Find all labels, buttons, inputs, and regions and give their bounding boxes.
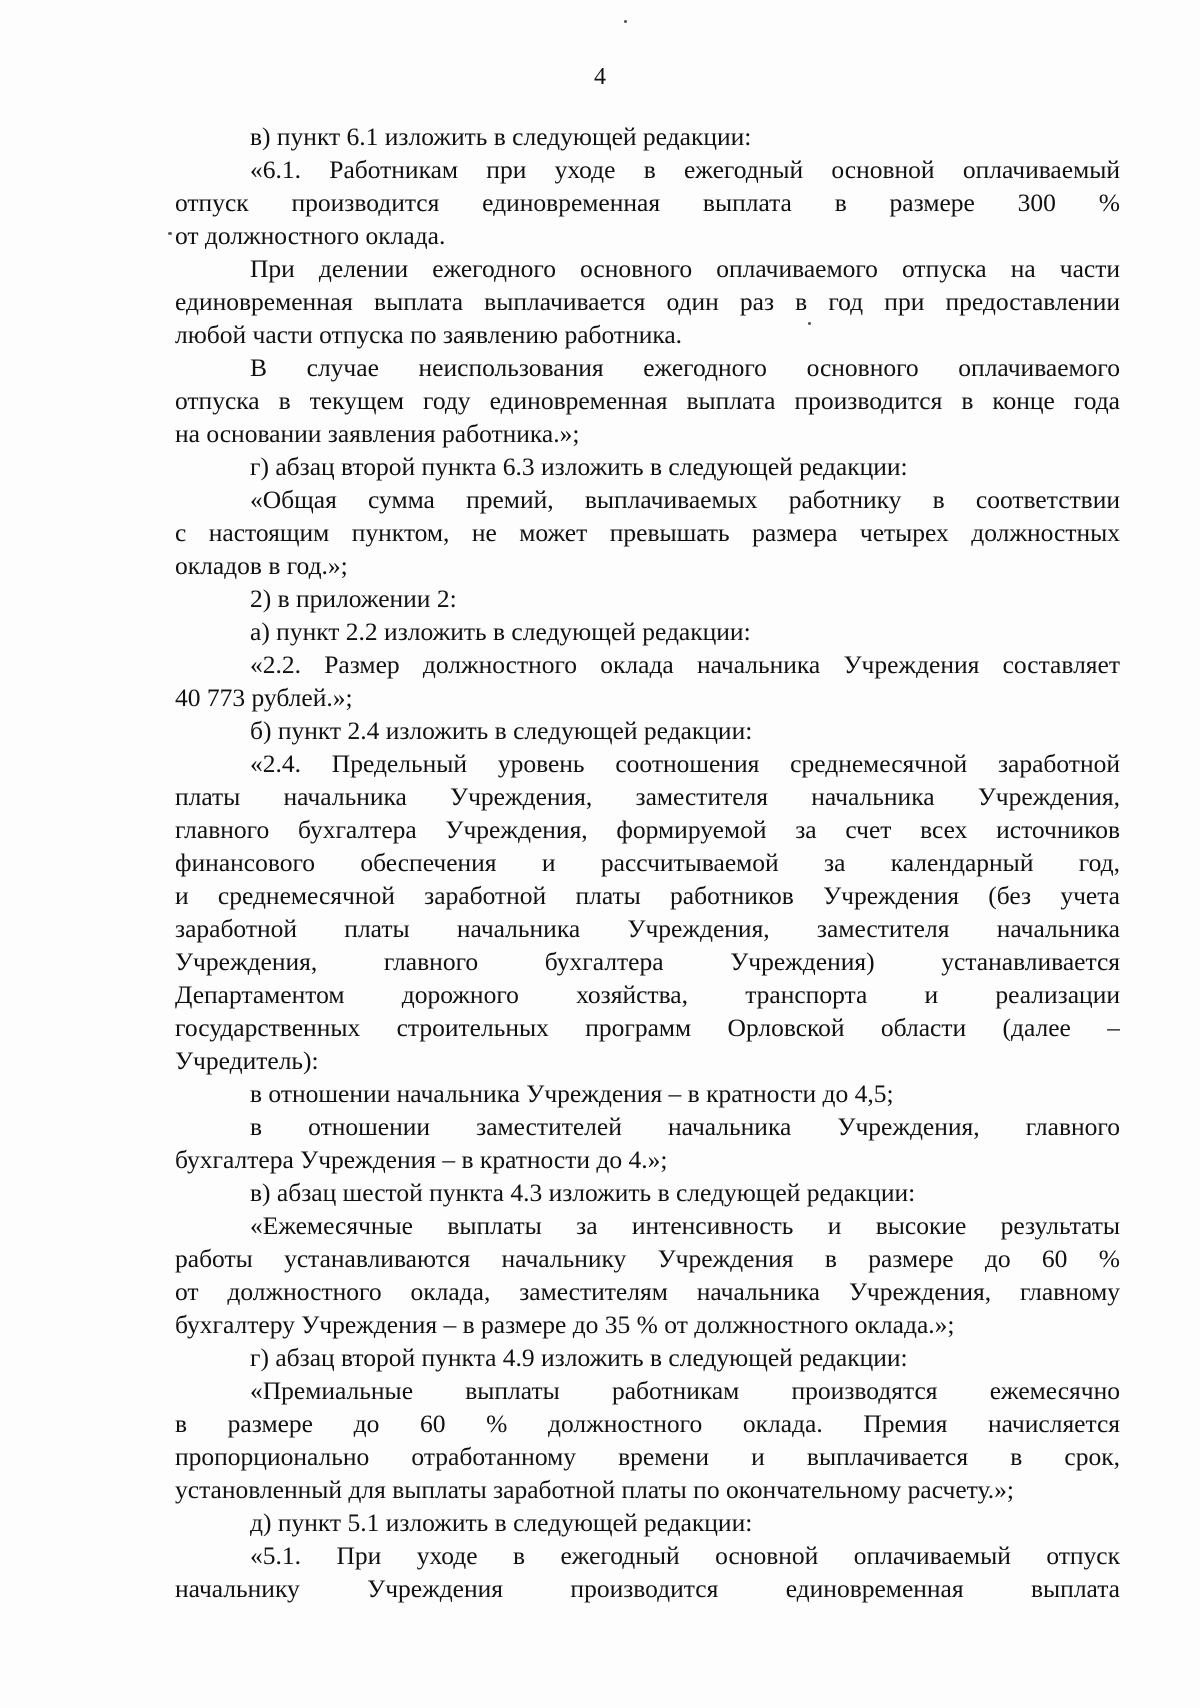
- text-line: Учредитель):: [175, 1046, 319, 1075]
- text-line: д) пункт 5.1 изложить в следующей редакции:: [250, 1508, 753, 1537]
- text-line: «2.2. Размер должностного оклада начальника Учреждения составляет: [250, 650, 1120, 679]
- text-line: начальнику Учреждения производится единовременная выплата: [175, 1574, 1120, 1603]
- text-line: в) пункт 6.1 изложить в следующей редакции:: [250, 122, 752, 151]
- text-line: и среднемесячной заработной платы работников Учреждения (без учета: [175, 881, 1120, 910]
- text-line: пропорционально отработанному времени и выплачивается в срок,: [175, 1442, 1120, 1471]
- text-line: бухгалтеру Учреждения – в размере до 35 % от должностного оклада.»;: [175, 1310, 955, 1339]
- document-body: [175, 120, 1120, 1605]
- text-line: г) абзац второй пункта 6.3 изложить в следующей редакции:: [250, 452, 908, 481]
- text-line: государственных строительных программ Орловской области (далее –: [175, 1013, 1120, 1042]
- scan-speck: [624, 20, 627, 23]
- text-line: При делении ежегодного основного оплачиваемого отпуска на части: [250, 254, 1120, 283]
- text-line: «Премиальные выплаты работникам производятся ежемесячно: [250, 1376, 1120, 1405]
- text-line: от должностного оклада, заместителям начальника Учреждения, главному: [175, 1277, 1120, 1306]
- page-number: 4: [594, 64, 606, 90]
- text-line: «5.1. При уходе в ежегодный основной оплачиваемый отпуск: [250, 1541, 1120, 1570]
- text-line: «Общая сумма премий, выплачиваемых работнику в соответствии: [250, 485, 1120, 514]
- text-line: с настоящим пунктом, не может превышать размера четырех должностных: [175, 518, 1120, 547]
- text-line: бухгалтера Учреждения – в кратности до 4.»;: [175, 1145, 668, 1174]
- text-line: б) пункт 2.4 изложить в следующей редакции:: [250, 716, 753, 745]
- text-line: от должностного оклада.: [175, 221, 446, 250]
- text-line: платы начальника Учреждения, заместителя начальника Учреждения,: [175, 782, 1120, 811]
- text-line: единовременная выплата выплачивается один раз в год при предоставлении: [175, 287, 1120, 316]
- text-line: 40 773 рублей.»;: [175, 683, 353, 712]
- text-line: заработной платы начальника Учреждения, заместителя начальника: [175, 914, 1120, 943]
- text-line: главного бухгалтера Учреждения, формируемой за счет всех источников: [175, 815, 1120, 844]
- text-line: на основании заявления работника.»;: [175, 419, 580, 448]
- text-line: «6.1. Работникам при уходе в ежегодный основной оплачиваемый: [250, 155, 1120, 184]
- text-line: отпуска в текущем году единовременная выплата производится в конце года: [175, 386, 1120, 415]
- text-line: любой части отпуска по заявлению работника.: [175, 320, 683, 349]
- text-line: в отношении начальника Учреждения – в кратности до 4,5;: [250, 1079, 894, 1108]
- text-line: в отношении заместителей начальника Учреждения, главного: [250, 1112, 1120, 1141]
- text-line: в размере до 60 % должностного оклада. Премия начисляется: [175, 1409, 1120, 1438]
- text-line: г) абзац второй пункта 4.9 изложить в следующей редакции:: [250, 1343, 908, 1372]
- text-line: Учреждения, главного бухгалтера Учреждения) устанавливается: [175, 947, 1120, 976]
- text-line: В случае неиспользования ежегодного основного оплачиваемого: [250, 353, 1120, 382]
- scan-speck: [168, 232, 172, 235]
- text-line: отпуск производится единовременная выплата в размере 300 %: [175, 188, 1120, 217]
- text-line: «2.4. Предельный уровень соотношения среднемесячной заработной: [250, 749, 1120, 778]
- text-line: окладов в год.»;: [175, 551, 348, 580]
- text-line: установленный для выплаты заработной платы по окончательному расчету.»;: [175, 1475, 1014, 1504]
- text-line: финансового обеспечения и рассчитываемой за календарный год,: [175, 848, 1120, 877]
- text-line: в) абзац шестой пункта 4.3 изложить в следующей редакции:: [250, 1178, 916, 1207]
- text-line: Департаментом дорожного хозяйства, транспорта и реализации: [175, 980, 1120, 1009]
- text-line: а) пункт 2.2 изложить в следующей редакции:: [250, 617, 751, 646]
- text-line: работы устанавливаются начальнику Учреждения в размере до 60 %: [175, 1244, 1120, 1273]
- text-line: 2) в приложении 2:: [250, 584, 457, 613]
- text-line: «Ежемесячные выплаты за интенсивность и высокие результаты: [250, 1211, 1120, 1240]
